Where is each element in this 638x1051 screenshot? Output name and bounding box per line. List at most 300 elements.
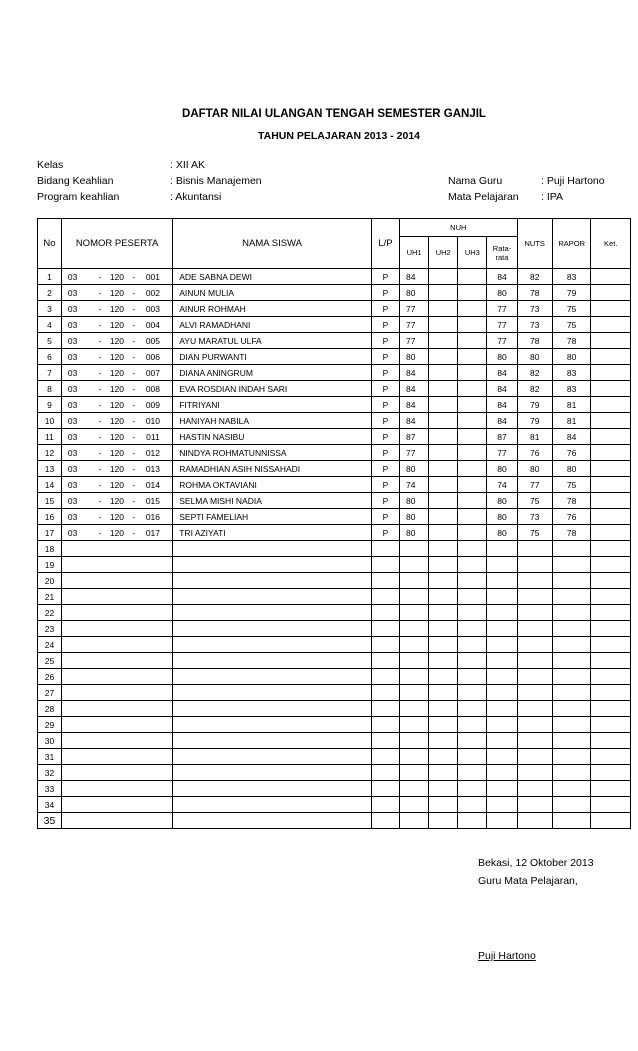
row-number: 6 bbox=[38, 349, 62, 365]
nuts-cell bbox=[517, 797, 552, 813]
nomor-peserta-cell bbox=[61, 317, 172, 333]
student-name bbox=[173, 589, 372, 605]
nomor-peserta-cell bbox=[61, 493, 172, 509]
rapor-cell: 78 bbox=[552, 333, 590, 349]
rata-cell bbox=[487, 717, 517, 733]
student-name: DIANA ANINGRUM bbox=[173, 365, 372, 381]
uh3-cell bbox=[458, 573, 487, 589]
nomor-peserta-cell bbox=[61, 733, 172, 749]
header-rata: Rata-rata bbox=[487, 237, 517, 269]
uh3-cell bbox=[458, 765, 487, 781]
rapor-cell bbox=[552, 541, 590, 557]
gender-cell bbox=[371, 701, 399, 717]
info-label: Kelas bbox=[37, 159, 64, 171]
uh3-cell bbox=[458, 621, 487, 637]
rata-cell bbox=[487, 605, 517, 621]
nomor-peserta-part: 120 bbox=[109, 447, 125, 458]
gender-cell bbox=[371, 797, 399, 813]
nuts-cell: 82 bbox=[517, 269, 552, 285]
table-row bbox=[38, 317, 631, 333]
student-name: ROHMA OKTAVIANI bbox=[173, 477, 372, 493]
nomor-peserta-part: 03 bbox=[67, 479, 78, 490]
ket-cell bbox=[591, 525, 631, 541]
rata-cell bbox=[487, 573, 517, 589]
rata-cell bbox=[487, 701, 517, 717]
nomor-peserta-part: 014 bbox=[145, 479, 161, 490]
info-value: : Bisnis Manajemen bbox=[170, 175, 262, 187]
nomor-peserta-part: - bbox=[98, 303, 102, 314]
student-name bbox=[173, 669, 372, 685]
rata-cell bbox=[487, 685, 517, 701]
row-number: 16 bbox=[38, 509, 62, 525]
ket-cell bbox=[591, 429, 631, 445]
nomor-peserta-part: - bbox=[132, 351, 136, 362]
row-number: 15 bbox=[38, 493, 62, 509]
rapor-cell bbox=[552, 781, 590, 797]
rapor-cell bbox=[552, 621, 590, 637]
nomor-peserta-part: 120 bbox=[109, 399, 125, 410]
nomor-peserta-part: 03 bbox=[67, 415, 78, 426]
nomor-peserta-part: 010 bbox=[145, 415, 161, 426]
gender-cell: P bbox=[371, 525, 399, 541]
rapor-cell: 81 bbox=[552, 397, 590, 413]
nomor-peserta-cell bbox=[61, 573, 172, 589]
nomor-peserta-part: 120 bbox=[109, 335, 125, 346]
row-number: 14 bbox=[38, 477, 62, 493]
table-row bbox=[38, 541, 631, 557]
rapor-cell: 83 bbox=[552, 381, 590, 397]
rapor-cell bbox=[552, 701, 590, 717]
uh3-cell bbox=[458, 813, 487, 829]
rata-cell bbox=[487, 637, 517, 653]
gender-cell: P bbox=[371, 493, 399, 509]
info-row-kelas bbox=[37, 157, 262, 173]
rapor-cell: 84 bbox=[552, 429, 590, 445]
grades-table bbox=[37, 218, 631, 829]
rata-cell: 74 bbox=[487, 477, 517, 493]
uh1-cell bbox=[400, 749, 429, 765]
nuts-cell: 75 bbox=[517, 525, 552, 541]
table-row bbox=[38, 653, 631, 669]
uh2-cell bbox=[429, 509, 458, 525]
uh3-cell bbox=[458, 557, 487, 573]
uh3-cell bbox=[458, 541, 487, 557]
table-row bbox=[38, 637, 631, 653]
nomor-peserta-part: 002 bbox=[145, 287, 161, 298]
uh1-cell bbox=[400, 605, 429, 621]
gender-cell: P bbox=[371, 413, 399, 429]
uh1-cell bbox=[400, 541, 429, 557]
nuts-cell: 78 bbox=[517, 285, 552, 301]
student-name bbox=[173, 765, 372, 781]
nomor-peserta-part: - bbox=[98, 399, 102, 410]
rata-cell: 80 bbox=[487, 461, 517, 477]
gender-cell: P bbox=[371, 333, 399, 349]
row-number: 8 bbox=[38, 381, 62, 397]
nuts-cell: 77 bbox=[517, 477, 552, 493]
uh1-cell: 84 bbox=[400, 381, 429, 397]
nomor-peserta-cell bbox=[61, 509, 172, 525]
ket-cell bbox=[591, 381, 631, 397]
ket-cell bbox=[591, 797, 631, 813]
nomor-peserta-part: 011 bbox=[146, 431, 160, 442]
row-number: 25 bbox=[38, 653, 62, 669]
table-row bbox=[38, 685, 631, 701]
rata-cell bbox=[487, 557, 517, 573]
row-number: 22 bbox=[38, 605, 62, 621]
nomor-peserta-part: 120 bbox=[109, 367, 125, 378]
nomor-peserta-part: 017 bbox=[145, 527, 161, 538]
row-number: 4 bbox=[38, 317, 62, 333]
ket-cell bbox=[591, 717, 631, 733]
uh2-cell bbox=[429, 717, 458, 733]
nomor-peserta-part: 008 bbox=[145, 383, 161, 394]
nomor-peserta-cell bbox=[61, 637, 172, 653]
student-name bbox=[173, 749, 372, 765]
row-number: 1 bbox=[38, 269, 62, 285]
nomor-peserta-part: 03 bbox=[67, 335, 78, 346]
uh2-cell bbox=[429, 621, 458, 637]
uh1-cell bbox=[400, 573, 429, 589]
gender-cell: P bbox=[371, 397, 399, 413]
uh3-cell bbox=[458, 509, 487, 525]
uh2-cell bbox=[429, 413, 458, 429]
gender-cell bbox=[371, 573, 399, 589]
rata-cell: 84 bbox=[487, 381, 517, 397]
nuts-cell bbox=[517, 685, 552, 701]
row-number: 29 bbox=[38, 717, 62, 733]
uh2-cell bbox=[429, 733, 458, 749]
nomor-peserta-part: 120 bbox=[109, 431, 125, 442]
nuts-cell bbox=[517, 605, 552, 621]
table-row bbox=[38, 477, 631, 493]
table-row bbox=[38, 269, 631, 285]
table-row bbox=[38, 749, 631, 765]
uh1-cell: 80 bbox=[400, 285, 429, 301]
ket-cell bbox=[591, 813, 631, 829]
uh3-cell bbox=[458, 413, 487, 429]
gender-cell bbox=[371, 685, 399, 701]
uh2-cell bbox=[429, 749, 458, 765]
rapor-cell bbox=[552, 685, 590, 701]
student-name bbox=[173, 637, 372, 653]
nuts-cell bbox=[517, 733, 552, 749]
student-name: RAMADHIAN ASIH NISSAHADI bbox=[173, 461, 372, 477]
uh1-cell bbox=[400, 621, 429, 637]
nuts-cell: 75 bbox=[517, 493, 552, 509]
info-label: Bidang Keahlian bbox=[37, 175, 114, 187]
ket-cell bbox=[591, 493, 631, 509]
table-row bbox=[38, 525, 631, 541]
rata-cell bbox=[487, 797, 517, 813]
nuts-cell: 73 bbox=[517, 301, 552, 317]
student-name: AYU MARATUL ULFA bbox=[173, 333, 372, 349]
table-row bbox=[38, 557, 631, 573]
nomor-peserta-cell bbox=[61, 525, 172, 541]
table-row bbox=[38, 573, 631, 589]
nomor-peserta-cell bbox=[61, 701, 172, 717]
signature-role: Guru Mata Pelajaran, bbox=[478, 875, 578, 887]
ket-cell bbox=[591, 637, 631, 653]
nuts-cell: 82 bbox=[517, 365, 552, 381]
info-value: : IPA bbox=[541, 191, 563, 203]
nomor-peserta-cell bbox=[61, 589, 172, 605]
uh2-cell bbox=[429, 317, 458, 333]
info-right bbox=[448, 173, 605, 205]
nomor-peserta-part: - bbox=[98, 527, 102, 538]
ket-cell bbox=[591, 557, 631, 573]
gender-cell bbox=[371, 717, 399, 733]
uh3-cell bbox=[458, 685, 487, 701]
uh1-cell bbox=[400, 781, 429, 797]
student-name bbox=[173, 733, 372, 749]
rata-cell: 80 bbox=[487, 349, 517, 365]
rata-cell: 77 bbox=[487, 445, 517, 461]
uh3-cell bbox=[458, 653, 487, 669]
table-row bbox=[38, 413, 631, 429]
ket-cell bbox=[591, 605, 631, 621]
header-nama-siswa: NAMA SISWA bbox=[173, 219, 372, 269]
uh3-cell bbox=[458, 525, 487, 541]
nomor-peserta-cell bbox=[61, 605, 172, 621]
nomor-peserta-cell bbox=[61, 397, 172, 413]
info-left bbox=[37, 157, 262, 205]
ket-cell bbox=[591, 669, 631, 685]
table-row bbox=[38, 429, 631, 445]
uh1-cell: 80 bbox=[400, 349, 429, 365]
nomor-peserta-part: - bbox=[98, 271, 102, 282]
rapor-cell bbox=[552, 813, 590, 829]
uh1-cell: 80 bbox=[400, 493, 429, 509]
table-row bbox=[38, 493, 631, 509]
nuts-cell bbox=[517, 765, 552, 781]
nuts-cell bbox=[517, 653, 552, 669]
uh3-cell bbox=[458, 365, 487, 381]
rapor-cell: 75 bbox=[552, 301, 590, 317]
gender-cell: P bbox=[371, 349, 399, 365]
gender-cell bbox=[371, 605, 399, 621]
rapor-cell bbox=[552, 733, 590, 749]
ket-cell bbox=[591, 269, 631, 285]
nomor-peserta-cell bbox=[61, 381, 172, 397]
table-row bbox=[38, 301, 631, 317]
nomor-peserta-part: 120 bbox=[109, 303, 125, 314]
gender-cell bbox=[371, 765, 399, 781]
nomor-peserta-part: 120 bbox=[109, 287, 125, 298]
rata-cell: 84 bbox=[487, 413, 517, 429]
gender-cell: P bbox=[371, 445, 399, 461]
ket-cell bbox=[591, 781, 631, 797]
nomor-peserta-part: - bbox=[98, 463, 102, 474]
nomor-peserta-part: 005 bbox=[145, 335, 161, 346]
rapor-cell bbox=[552, 669, 590, 685]
info-value: : Puji Hartono bbox=[541, 175, 605, 187]
row-number: 33 bbox=[38, 781, 62, 797]
header-uh2: UH2 bbox=[429, 237, 458, 269]
student-name: SELMA MISHI NADIA bbox=[173, 493, 372, 509]
rata-cell: 84 bbox=[487, 397, 517, 413]
rata-cell: 80 bbox=[487, 509, 517, 525]
row-number: 28 bbox=[38, 701, 62, 717]
student-name bbox=[173, 701, 372, 717]
nomor-peserta-cell bbox=[61, 781, 172, 797]
nomor-peserta-part: 03 bbox=[67, 463, 78, 474]
uh1-cell: 84 bbox=[400, 365, 429, 381]
uh2-cell bbox=[429, 429, 458, 445]
row-number: 13 bbox=[38, 461, 62, 477]
nomor-peserta-part: - bbox=[98, 319, 102, 330]
row-number: 11 bbox=[38, 429, 62, 445]
table-row bbox=[38, 333, 631, 349]
info-value: : Akuntansi bbox=[170, 191, 222, 203]
uh2-cell bbox=[429, 525, 458, 541]
uh2-cell bbox=[429, 365, 458, 381]
ket-cell bbox=[591, 541, 631, 557]
gender-cell bbox=[371, 557, 399, 573]
nomor-peserta-cell bbox=[61, 765, 172, 781]
table-row bbox=[38, 813, 631, 829]
rapor-cell: 80 bbox=[552, 461, 590, 477]
gender-cell bbox=[371, 637, 399, 653]
rapor-cell bbox=[552, 637, 590, 653]
nuts-cell: 73 bbox=[517, 317, 552, 333]
nomor-peserta-part: 03 bbox=[67, 495, 78, 506]
nomor-peserta-cell bbox=[61, 301, 172, 317]
nomor-peserta-cell bbox=[61, 349, 172, 365]
student-name bbox=[173, 717, 372, 733]
uh1-cell bbox=[400, 557, 429, 573]
table-row bbox=[38, 733, 631, 749]
ket-cell bbox=[591, 349, 631, 365]
rata-cell bbox=[487, 541, 517, 557]
student-name: TRI AZIYATI bbox=[173, 525, 372, 541]
gender-cell bbox=[371, 621, 399, 637]
table-row bbox=[38, 381, 631, 397]
uh1-cell bbox=[400, 797, 429, 813]
nomor-peserta-cell bbox=[61, 445, 172, 461]
nuts-cell bbox=[517, 541, 552, 557]
nomor-peserta-cell bbox=[61, 749, 172, 765]
gender-cell: P bbox=[371, 429, 399, 445]
ket-cell bbox=[591, 765, 631, 781]
gender-cell: P bbox=[371, 269, 399, 285]
nomor-peserta-part: 03 bbox=[67, 431, 78, 442]
gender-cell: P bbox=[371, 461, 399, 477]
nomor-peserta-part: 006 bbox=[145, 351, 161, 362]
nomor-peserta-part: - bbox=[132, 447, 136, 458]
ket-cell bbox=[591, 685, 631, 701]
nomor-peserta-part: 03 bbox=[67, 271, 78, 282]
ket-cell bbox=[591, 461, 631, 477]
student-name bbox=[173, 557, 372, 573]
table-row bbox=[38, 701, 631, 717]
info-row-mapel bbox=[448, 189, 605, 205]
gender-cell bbox=[371, 589, 399, 605]
signature-name: Puji Hartono bbox=[478, 950, 536, 962]
rapor-cell bbox=[552, 653, 590, 669]
ket-cell bbox=[591, 573, 631, 589]
nuts-cell bbox=[517, 813, 552, 829]
uh1-cell: 77 bbox=[400, 333, 429, 349]
rapor-cell: 79 bbox=[552, 285, 590, 301]
ket-cell bbox=[591, 621, 631, 637]
nuts-cell: 81 bbox=[517, 429, 552, 445]
nomor-peserta-cell bbox=[61, 717, 172, 733]
nomor-peserta-part: - bbox=[132, 271, 136, 282]
info-row-program bbox=[37, 189, 262, 205]
uh2-cell bbox=[429, 541, 458, 557]
nomor-peserta-part: - bbox=[132, 479, 136, 490]
gender-cell: P bbox=[371, 317, 399, 333]
nomor-peserta-part: 004 bbox=[145, 319, 161, 330]
rapor-cell: 76 bbox=[552, 509, 590, 525]
uh2-cell bbox=[429, 685, 458, 701]
uh2-cell bbox=[429, 269, 458, 285]
info-row-guru bbox=[448, 173, 605, 189]
uh3-cell bbox=[458, 669, 487, 685]
uh3-cell bbox=[458, 733, 487, 749]
rata-cell bbox=[487, 733, 517, 749]
uh3-cell bbox=[458, 605, 487, 621]
uh2-cell bbox=[429, 557, 458, 573]
nomor-peserta-part: - bbox=[132, 399, 136, 410]
row-number: 12 bbox=[38, 445, 62, 461]
nuts-cell bbox=[517, 637, 552, 653]
uh1-cell: 80 bbox=[400, 525, 429, 541]
nomor-peserta-part: - bbox=[132, 527, 136, 538]
header-uh1: UH1 bbox=[400, 237, 429, 269]
table-row bbox=[38, 349, 631, 365]
title-line-1: DAFTAR NILAI ULANGAN TENGAH SEMESTER GANJIL bbox=[182, 108, 486, 120]
row-number: 23 bbox=[38, 621, 62, 637]
nomor-peserta-part: - bbox=[132, 303, 136, 314]
uh3-cell bbox=[458, 349, 487, 365]
nomor-peserta-part: 015 bbox=[145, 495, 161, 506]
uh3-cell bbox=[458, 749, 487, 765]
info-row-bidang bbox=[37, 173, 262, 189]
nuts-cell: 79 bbox=[517, 397, 552, 413]
nomor-peserta-part: 03 bbox=[67, 303, 78, 314]
student-name: ADE SABNA DEWI bbox=[173, 269, 372, 285]
nomor-peserta-part: 012 bbox=[145, 447, 161, 458]
nuts-cell bbox=[517, 669, 552, 685]
nomor-peserta-part: - bbox=[132, 383, 136, 394]
nomor-peserta-part: - bbox=[132, 367, 136, 378]
table-row bbox=[38, 397, 631, 413]
nomor-peserta-part: - bbox=[98, 447, 102, 458]
nomor-peserta-cell bbox=[61, 413, 172, 429]
rapor-cell bbox=[552, 557, 590, 573]
table-row bbox=[38, 781, 631, 797]
nomor-peserta-part: 03 bbox=[67, 511, 78, 522]
rapor-cell bbox=[552, 765, 590, 781]
uh3-cell bbox=[458, 637, 487, 653]
nomor-peserta-cell bbox=[61, 461, 172, 477]
student-name bbox=[173, 797, 372, 813]
rata-cell: 80 bbox=[487, 525, 517, 541]
uh3-cell bbox=[458, 477, 487, 493]
nomor-peserta-cell bbox=[61, 477, 172, 493]
rapor-cell bbox=[552, 797, 590, 813]
nuts-cell bbox=[517, 717, 552, 733]
row-number: 34 bbox=[38, 797, 62, 813]
gender-cell bbox=[371, 749, 399, 765]
nuts-cell bbox=[517, 749, 552, 765]
gender-cell bbox=[371, 781, 399, 797]
nuts-cell: 80 bbox=[517, 349, 552, 365]
uh3-cell bbox=[458, 317, 487, 333]
uh2-cell bbox=[429, 797, 458, 813]
